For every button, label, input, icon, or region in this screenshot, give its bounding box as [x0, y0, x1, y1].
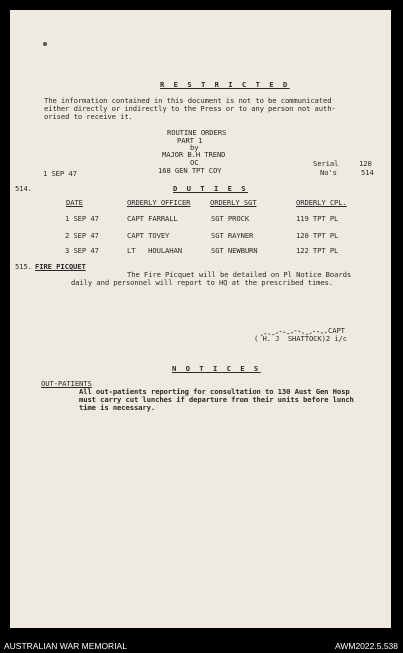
heading-officer: MAJOR B.H TREND — [162, 150, 226, 159]
restriction-line-3: orised to receive it. — [44, 112, 133, 121]
duty-row-3-date: 3 SEP 47 — [65, 246, 99, 255]
duty-row-1-date: 1 SEP 47 — [65, 214, 99, 223]
document-page — [10, 10, 391, 628]
serial-label: Serial — [313, 159, 339, 168]
duties-title: D U T I E S — [173, 184, 249, 193]
duty-row-1-cpl: 119 TPT PL — [296, 214, 339, 223]
duty-row-3-cpl: 122 TPT PL — [296, 246, 339, 255]
signature-name: ( H. J SHATTOCK)2 i/c — [254, 334, 347, 343]
duty-row-1-sgt: SGT PROCK — [211, 214, 250, 223]
duties-header-officer: ORDERLY OFFICER — [127, 198, 191, 207]
fire-picquet-line-2: daily and personnel will report to HQ at the prescribed times. — [71, 278, 334, 287]
restriction-line-1: The information contained in this document is not to be communicated — [44, 96, 332, 105]
duty-row-2-date: 2 SEP 47 — [65, 231, 99, 240]
duty-row-3-sgt: SGT NEWBURN — [211, 246, 258, 255]
duties-header-sgt: ORDERLY SGT — [210, 198, 257, 207]
duties-header-date: DATE — [66, 198, 83, 207]
notices-title: N O T I C E S — [172, 364, 261, 373]
heading-by: by — [190, 143, 199, 152]
duty-row-2-sgt: SGT RAYNER — [211, 231, 254, 240]
heading-unit: 168 GEN TPT COY — [158, 166, 222, 175]
duties-number: 514. — [15, 184, 32, 193]
classification-heading: R E S T R I C T E D — [160, 80, 290, 89]
footer-accession: AWM2022.5.538 — [335, 641, 398, 651]
footer-bar — [0, 640, 403, 653]
heading-oc: OC — [190, 158, 199, 167]
nos-value: 514 — [361, 168, 374, 177]
fire-picquet-title: FIRE PICQUET — [35, 262, 86, 271]
duty-row-3-officer: LT HOULAHAN — [127, 246, 182, 255]
signature-rank: CAPT — [328, 326, 345, 335]
restriction-line-2: either directly or indirectly to the Press or to any person not auth- — [44, 104, 336, 113]
ink-mark — [43, 42, 47, 46]
fire-picquet-line-1: The Fire Picquet will be detailed on Pl Notice Boards — [127, 270, 352, 279]
duty-row-2-officer: CAPT TOVEY — [127, 231, 170, 240]
out-patients-title: OUT-PATIENTS — [41, 379, 92, 388]
heading-part: PART 1 — [177, 136, 203, 145]
duty-row-1-officer: CAPT FARRALL — [127, 214, 178, 223]
serial-value: 120 — [359, 159, 372, 168]
heading-routine-orders: ROUTINE ORDERS — [167, 128, 227, 137]
fire-picquet-number: 515. — [15, 262, 32, 271]
notice-line-1: All out-patients reporting for consultation to 130 Aust Gen Hosp — [79, 387, 350, 396]
nos-label: No's — [320, 168, 337, 177]
footer-source: AUSTRALIAN WAR MEMORIAL — [4, 641, 127, 651]
duty-row-2-cpl: 120 TPT PL — [296, 231, 339, 240]
order-date: 1 SEP 47 — [43, 169, 77, 178]
duties-header-cpl: ORDERLY CPL. — [296, 198, 347, 207]
notice-line-3: time is necessary. — [79, 403, 156, 412]
notice-line-2: must carry cut lunches if departure from their units before lunch — [79, 395, 354, 404]
